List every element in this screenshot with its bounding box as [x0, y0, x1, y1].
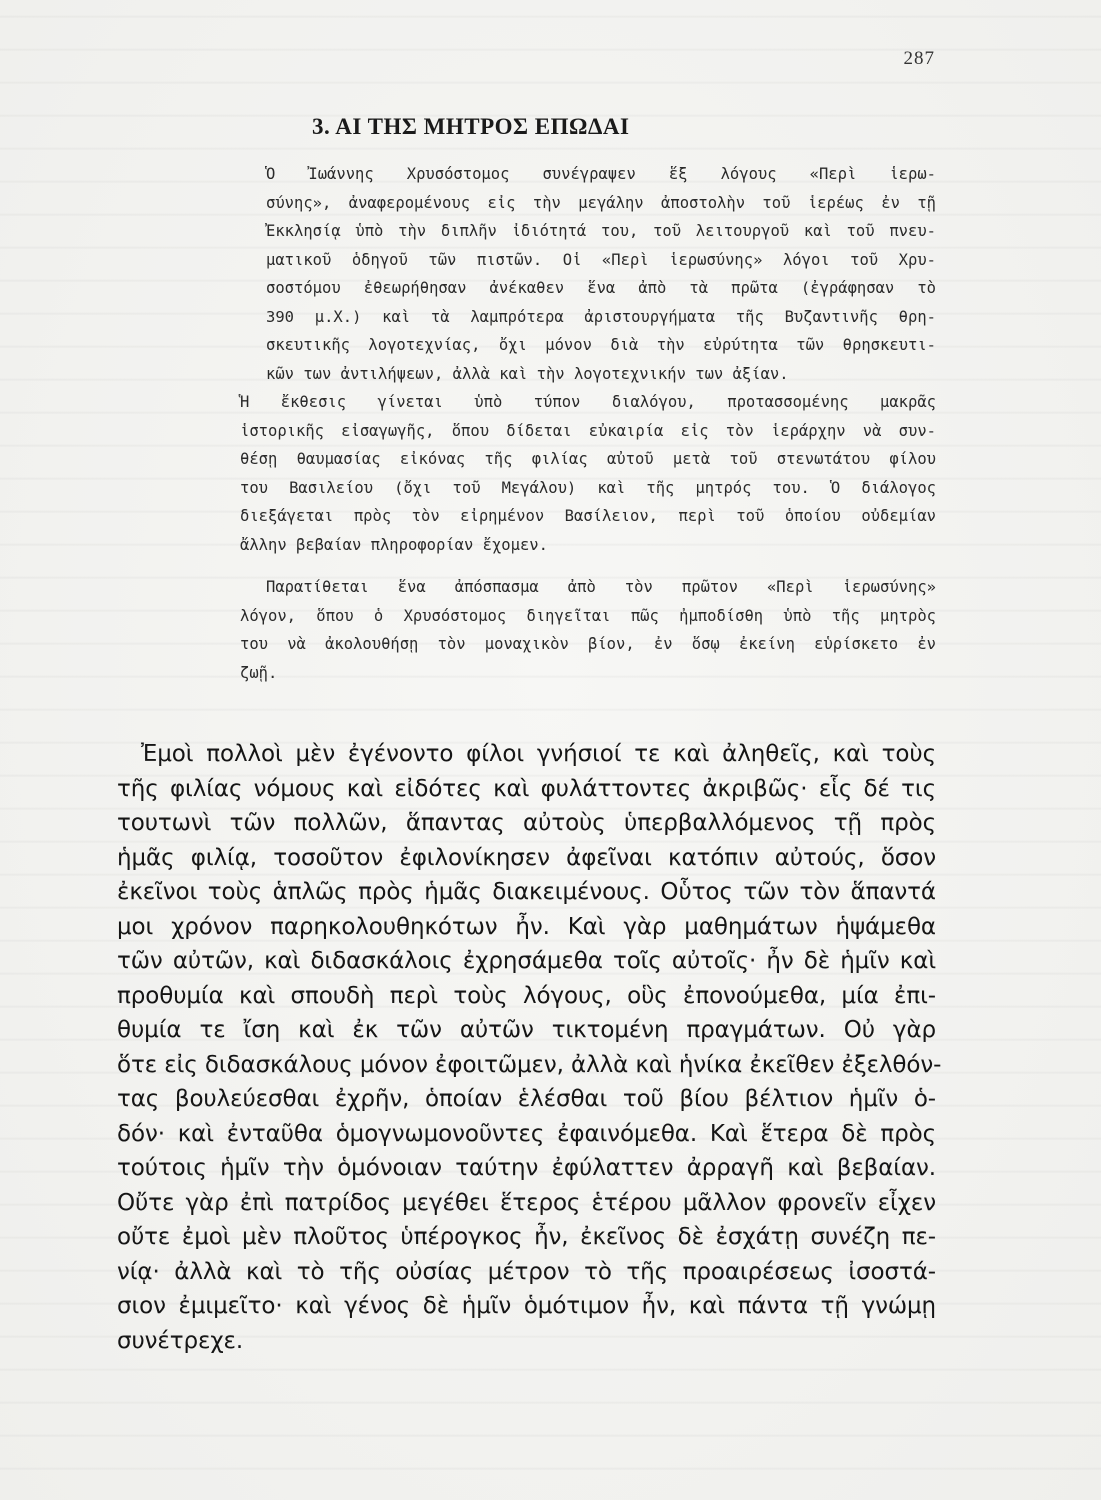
excerpt-line: μοι χρόνον παρηκολουθηκότων ἦν. Καὶ γὰρ μαθημάτων ἡψάμεθα	[117, 913, 936, 940]
excerpt-line: συνέτρεχε.	[117, 1327, 244, 1354]
excerpt-line: Οὔτε γὰρ ἐπὶ πατρίδος μεγέθει ἕτερος ἑτέρου μᾶλλον φρονεῖν εἶχεν	[117, 1189, 936, 1216]
intro-line: του νὰ ἀκολουθήσῃ τὸν μοναχικὸν βίον, ἐν ὅσῳ ἐκείνη εὑρίσκετο ἐν	[240, 635, 936, 653]
intro-line: ἱστορικῆς εἰσαγωγῆς, ὅπου δίδεται εὐκαιρία εἰς τὸν ἱεράρχην νὰ συν-	[240, 421, 936, 440]
intro-paragraph-1	[240, 160, 936, 388]
excerpt-line: τούτοις ἡμῖν τὴν ὁμόνοιαν ταύτην ἐφύλαττεν ἀρραγῆ καὶ βεβαίαν.	[117, 1155, 936, 1181]
intro-paragraph-3	[240, 573, 936, 687]
excerpt-line: ὅτε εἰς διδασκάλους μόνον ἐφοιτῶμεν, ἀλλὰ καὶ ἡνίκα ἐκεῖθεν ἐξελθόν-	[117, 1051, 942, 1078]
chrysostom-excerpt	[117, 737, 942, 1358]
intro-line: Ἡ ἔκθεσις γίνεται ὑπὸ τύπον διαλόγου, προτασσομένης μακρᾶς	[240, 393, 936, 411]
introduction-text	[240, 160, 936, 687]
intro-paragraph-2	[240, 388, 936, 559]
excerpt-line: Ἐμοὶ πολλοὶ μὲν ἐγένοντο φίλοι γνήσιοί τε καὶ ἀληθεῖς, καὶ τοὺς	[141, 741, 936, 767]
excerpt-line: δόν· καὶ ἐνταῦθα ὁμογνωμονοῦντες ἐφαινόμεθα. Καὶ ἕτερα δὲ πρὸς	[117, 1120, 936, 1147]
intro-line: ζωῇ.	[240, 663, 278, 682]
excerpt-line: τας βουλεύεσθαι ἐχρῆν, ὁποίαν ἑλέσθαι τοῦ βίου βέλτιον ἡμῖν ὁ-	[117, 1086, 936, 1112]
chapter-title: 3. ΑΙ ΤΗΣ ΜΗΤΡΟΣ ΕΠΩΔΑΙ	[312, 114, 630, 139]
intro-line: σκευτικῆς λογοτεχνίας, ὄχι μόνον διὰ τὴν εὐρύτητα τῶν θρησκευτι-	[266, 336, 936, 354]
intro-line: του Βασιλείου (ὄχι τοῦ Μεγάλου) καὶ τῆς μητρός του. Ὁ διάλογος	[240, 478, 936, 497]
intro-line: σοστόμου ἐθεωρήθησαν ἀνέκαθεν ἕνα ἀπὸ τὰ πρῶτα (ἐγράφησαν τὸ	[266, 279, 936, 297]
intro-line: λόγον, ὅπου ὁ Χρυσόστομος διηγεῖται πῶς ἠμποδίσθη ὑπὸ τῆς μητρὸς	[240, 606, 936, 625]
excerpt-line: τῶν αὐτῶν, καὶ διδασκάλοις ἐχρησάμεθα τοῖς αὐτοῖς· ἦν δὲ ἡμῖν καὶ	[117, 948, 936, 974]
excerpt-line: ἐκεῖνοι τοὺς ἁπλῶς πρὸς ἡμᾶς διακειμένους. Οὗτος τῶν τὸν ἅπαντά	[117, 879, 936, 905]
page-number: 287	[903, 48, 935, 69]
excerpt-line: τῆς φιλίας νόμους καὶ εἰδότες καὶ φυλάττοντες ἀκριβῶς· εἷς δέ τις	[117, 775, 936, 802]
intro-line: Ἐκκλησίᾳ ὑπὸ τὴν διπλῆν ἰδιότητά του, τοῦ λειτουργοῦ καὶ τοῦ πνευ-	[266, 222, 936, 240]
intro-line: Ὁ Ἰωάννης Χρυσόστομος συνέγραψεν ἕξ λόγους «Περὶ ἱερω-	[266, 165, 936, 183]
intro-line: Παρατίθεται ἕνα ἀπόσπασμα ἀπὸ τὸν πρῶτον «Περὶ ἱερωσύνης»	[266, 578, 936, 596]
excerpt-line: προθυμία καὶ σπουδὴ περὶ τοὺς λόγους, οὓς ἐπονούμεθα, μία ἐπι-	[117, 982, 936, 1009]
intro-line: θέσῃ θαυμασίας εἰκόνας τῆς φιλίας αὐτοῦ μετὰ τοῦ στενωτάτου φίλου	[240, 450, 936, 468]
intro-line: 390 μ.Χ.) καὶ τὰ λαμπρότερα ἀριστουργήματα τῆς Βυζαντινῆς θρη-	[266, 307, 936, 326]
intro-line: σύνης», ἀναφερομένους εἰς τὴν μεγάλην ἀποστολὴν τοῦ ἱερέως ἐν τῇ	[266, 193, 936, 212]
intro-line: ματικοῦ ὁδηγοῦ τῶν πιστῶν. Οἱ «Περὶ ἱερωσύνης» λόγοι τοῦ Χρυ-	[266, 250, 936, 269]
excerpt-line: νίᾳ· ἀλλὰ καὶ τὸ τῆς οὐσίας μέτρον τὸ τῆς προαιρέσεως ἰσοστά-	[117, 1258, 936, 1285]
excerpt-line: οὔτε ἐμοὶ μὲν πλοῦτος ὑπέρογκος ἦν, ἐκεῖνος δὲ ἐσχάτῃ συνέζη πε-	[117, 1224, 936, 1250]
intro-line: κῶν των ἀντιλήψεων, ἀλλὰ καὶ τὴν λογοτεχνικήν των ἀξίαν.	[266, 364, 789, 383]
intro-line: ἄλλην βεβαίαν πληροφορίαν ἔχομεν.	[240, 535, 548, 554]
intro-line: διεξάγεται πρὸς τὸν εἰρημένον Βασίλειον, περὶ τοῦ ὁποίου οὐδεμίαν	[240, 507, 936, 525]
excerpt-line: σιον ἐμιμεῖτο· καὶ γένος δὲ ἡμῖν ὁμότιμον ἦν, καὶ πάντα τῇ γνώμῃ	[117, 1293, 936, 1319]
excerpt-line: τουτωνὶ τῶν πολλῶν, ἅπαντας αὐτοὺς ὑπερβαλλόμενος τῇ πρὸς	[117, 810, 936, 836]
excerpt-line: θυμία τε ἴση καὶ ἐκ τῶν αὐτῶν τικτομένη πραγμάτων. Οὐ γὰρ	[117, 1017, 936, 1043]
excerpt-line: ἡμᾶς φιλίᾳ, τοσοῦτον ἐφιλονίκησεν ἀφεῖναι κατόπιν αὐτούς, ὅσον	[117, 844, 936, 871]
